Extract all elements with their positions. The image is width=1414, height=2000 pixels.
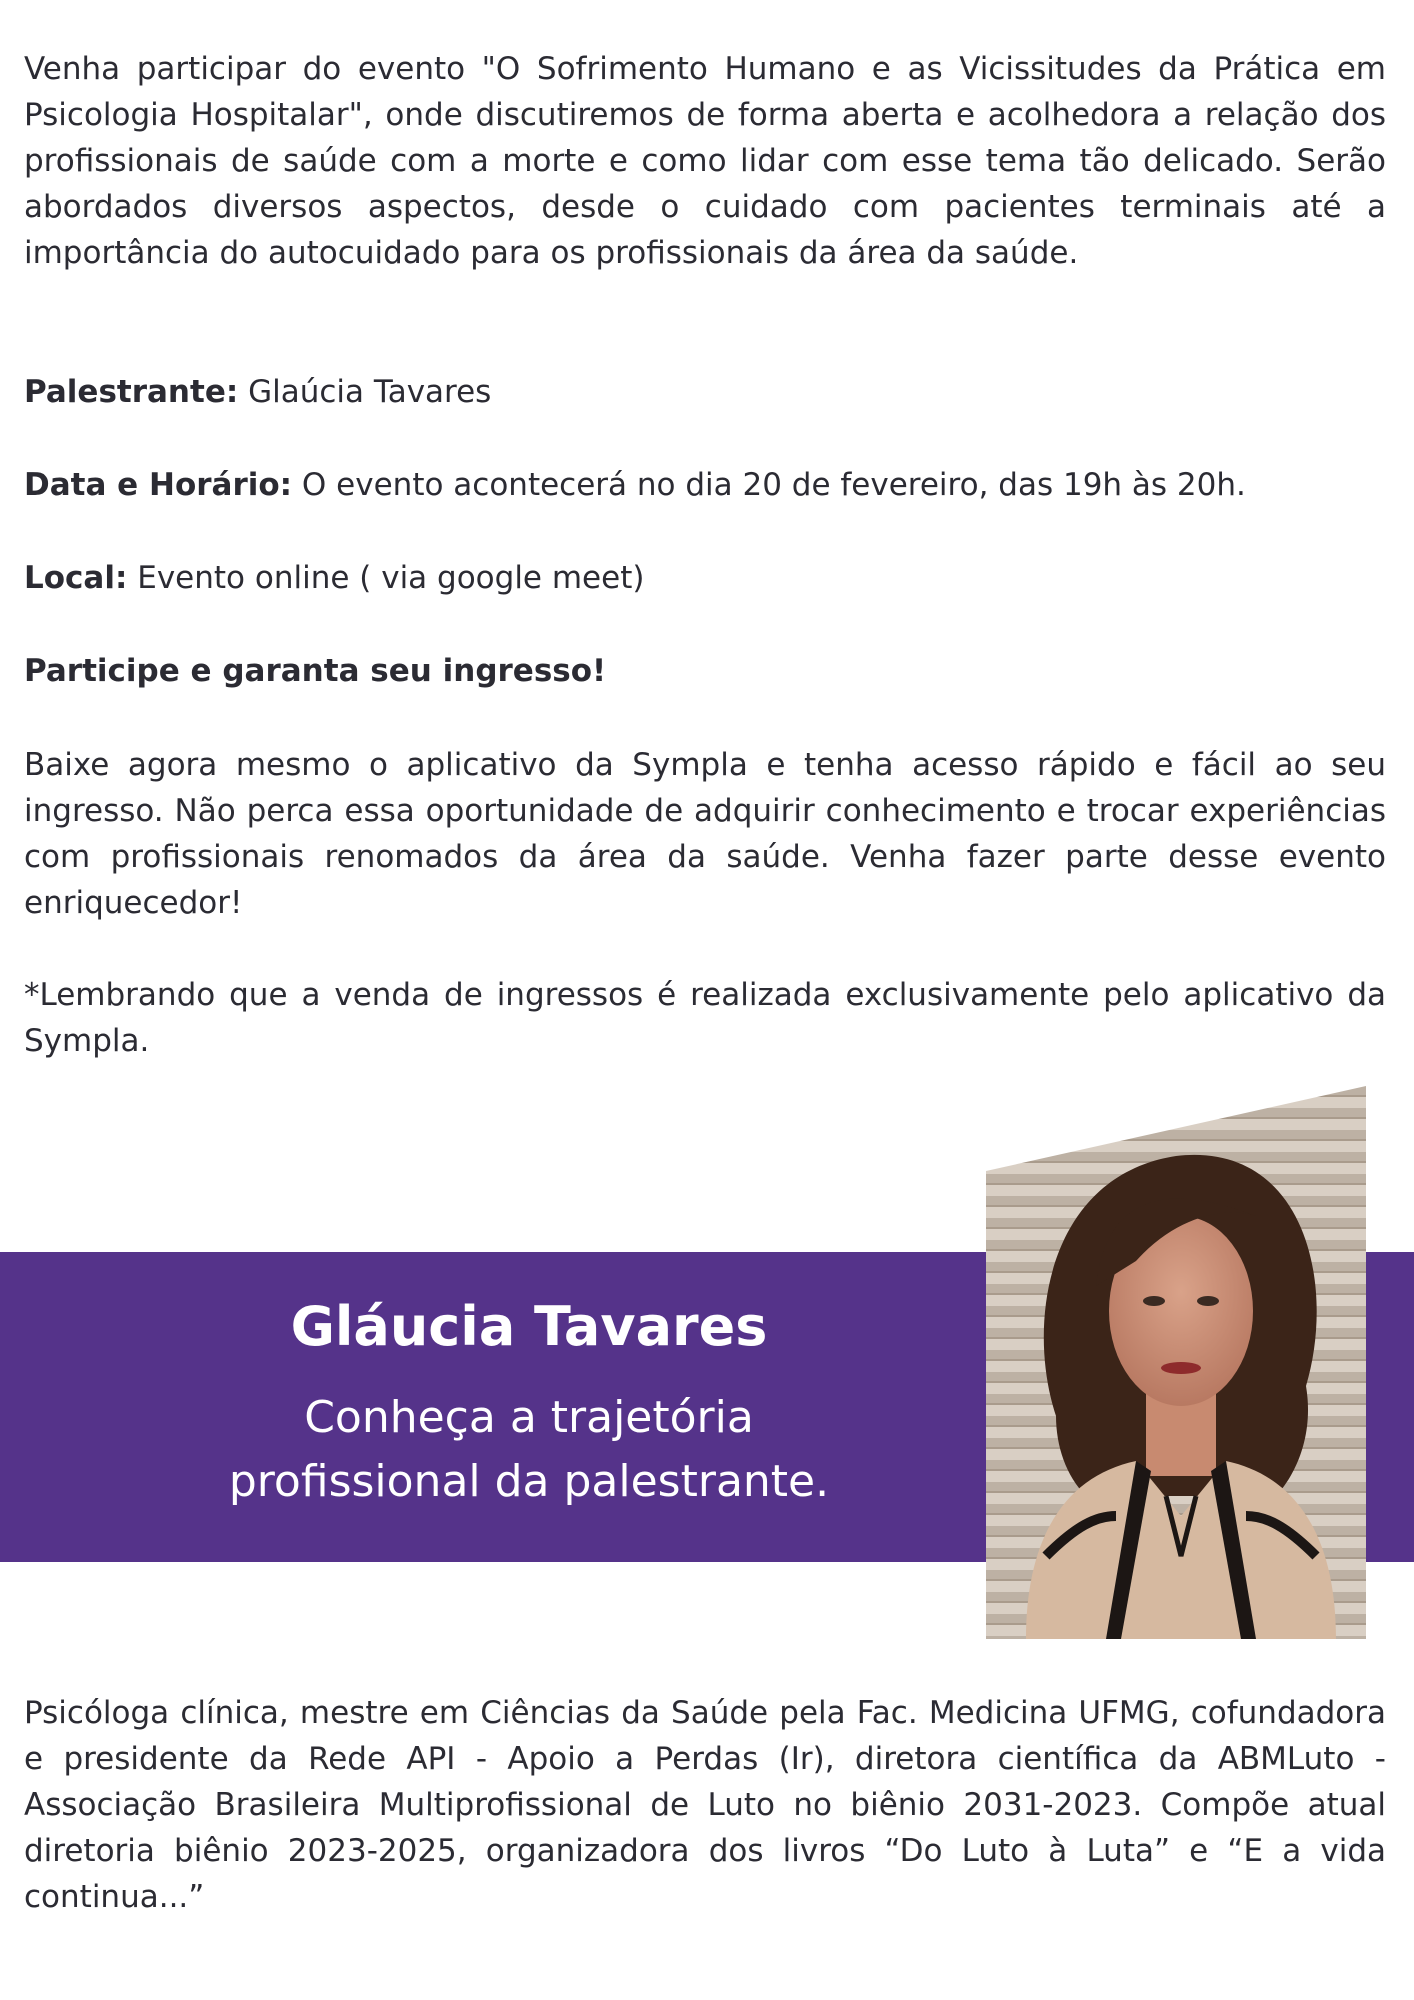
- app-paragraph: Baixe agora mesmo o aplicativo da Sympla e tenha acesso rápido e fácil ao seu ingresso. Não perca essa oportunidade de adquirir conhecimento e trocar experiências com profissionais renomados da área da saúde. Venha fazer parte desse evento enriquecedor!: [24, 747, 1386, 921]
- speaker-label: Palestrante:: [24, 374, 239, 410]
- banner-speaker-name: Gláucia Tavares: [290, 1295, 768, 1358]
- cta-text: Participe e garanta seu ingresso!: [24, 653, 607, 689]
- location-label: Local:: [24, 560, 128, 596]
- datetime-label: Data e Horário:: [24, 467, 293, 503]
- speaker-line: [24, 369, 491, 415]
- banner-subtitle-line2: profissional da palestrante.: [228, 1456, 830, 1507]
- datetime-line: [24, 462, 1246, 508]
- location-value: Evento online ( via google meet): [137, 560, 645, 596]
- intro-paragraph: Venha participar do evento "O Sofrimento Humano e as Vicissitudes da Prática em Psicologia Hospitalar", onde discutiremos de forma aberta e acolhedora a relação dos profissionais de saúde com a morte e como lidar com esse tema tão delicado. Serão abordados diversos aspectos, desde o cuidado com pacientes terminais até a importância do autocuidado para os profissionais da área da saúde.: [24, 51, 1386, 271]
- location-line: [24, 555, 644, 601]
- sales-note: *Lembrando que a venda de ingressos é realizada exclusivamente pelo aplicativo da Sympla.: [24, 977, 1386, 1059]
- speaker-banner-text: [0, 1252, 1058, 1562]
- speaker-bio: Psicóloga clínica, mestre em Ciências da Saúde pela Fac. Medicina UFMG, cofundadora e presidente da Rede API - Apoio a Perdas (Ir), diretora científica da ABMLuto - Associação Brasileira Multiprofissional de Luto no biênio 2031-2023. Compõe atual diretoria biênio 2023-2025, organizadora dos livros “Do Luto à Luta” e “E a vida continua...”: [24, 1695, 1386, 1915]
- banner-subtitle: [0, 1386, 1058, 1514]
- banner-subtitle-line1: Conheça a trajetória: [304, 1392, 754, 1443]
- datetime-value: O evento acontecerá no dia 20 de fevereiro, das 19h às 20h.: [301, 467, 1246, 503]
- speaker-photo: [986, 1086, 1366, 1639]
- speaker-value: Glaúcia Tavares: [248, 374, 492, 410]
- call-to-action: [24, 648, 606, 694]
